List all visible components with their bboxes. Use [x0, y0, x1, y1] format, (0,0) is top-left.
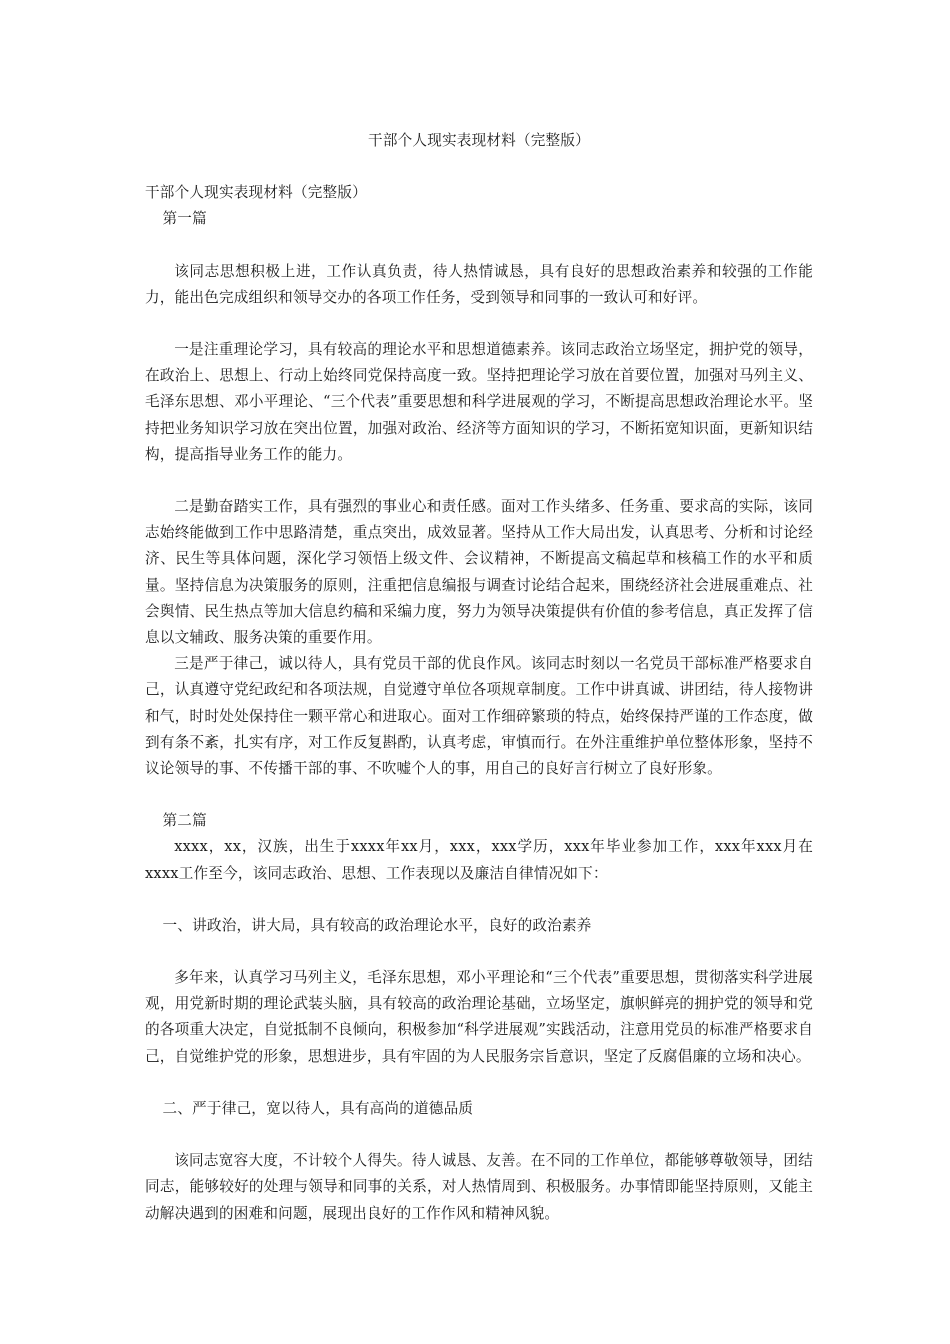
spacer: [145, 311, 813, 337]
part2-section-1-heading: 一、讲政治，讲大局，具有较高的政治理论水平，良好的政治素养: [162, 916, 592, 934]
part1-paragraph-2: 二是勤奋踏实工作，具有强烈的事业心和责任感。面对工作头绪多、任务重、要求高的实际，该同志始终能做到工作中思路清楚，重点突出，成效显著。坚持从工作大局出发，认真思考、分析和讨论经济、民生等具体问题，深化学习领悟上级文件、会议精神，不断提高文稿起草和核稿工作的水平和质量。坚持信息为决策服务的原则，注重把信息编报与调查讨论结合起来，围绕经济社会进展重难点、社会舆情、民生热点等加大信息约稿和采编力度，努力为领导决策提供有价值的参考信息，真正发挥了信息以文辅政、服务决策的重要作用。: [145, 498, 813, 647]
part1-intro: 该同志思想积极上进，工作认真负责，待人热情诚恳，具有良好的思想政治素养和较强的工作能力，能出色完成组织和领导交办的各项工作任务，受到领导和同事的一致认可和好评。: [145, 262, 813, 306]
spacer: [145, 939, 813, 965]
part2-section-2-body: 该同志宽容大度，不计较个人得失。待人诚恳、友善。在不同的工作单位，都能够尊敬领导，团结同志，能够较好的处理与领导和同事的关系，对人热情周到、积极服务。办事情即能坚持原则，又能主动解决遇到的困难和问题，展现出良好的工作作风和精神风貌。: [145, 1152, 813, 1222]
part1-paragraph-3: 三是严于律己，诚以待人，具有党员干部的优良作风。该同志时刻以一名党员干部标准严格要求自己，认真遵守党纪政纪和各项法规，自觉遵守单位各项规章制度。工作中讲真诚、讲团结，待人接物讲和气，时时处处保持住一颗平常心和进取心。面对工作细碎繁琐的特点，始终保持严谨的工作态度，做到有条不紊，扎实有序，对工作反复斟酌，认真考虑，审慎而行。在外注重维护单位整体形象，坚持不议论领导的事、不传播干部的事、不吹嘘个人的事，用自己的良好言行树立了良好形象。: [145, 655, 813, 778]
part2-section-1-body: 多年来，认真学习马列主义，毛泽东思想，邓小平理论和“三个代表”重要思想，贯彻落实科学进展观，用党新时期的理论武装头脑，具有较高的政治理论基础，立场坚定，旗帜鲜亮的拥护党的领导和党的各项重大决定，自觉抵制不良倾向，积极参加“科学进展观”实践活动，注意用党员的标准严格要求自己，自觉维护党的形象，思想进步，具有牢固的为人民服务宗旨意识，坚定了反腐倡廉的立场和决心。: [145, 969, 813, 1065]
spacer: [145, 233, 813, 259]
part2-heading: 第二篇: [162, 812, 207, 830]
document-page: [145, 128, 813, 1227]
spacer: [145, 887, 813, 913]
spacer: [145, 468, 813, 494]
spacer: [145, 1122, 813, 1148]
document-subtitle: 干部个人现实表现材料（完整版）: [145, 184, 367, 202]
document-title: 干部个人现实表现材料（完整版）: [368, 132, 590, 149]
part1-heading: 第一篇: [162, 210, 207, 228]
part1-paragraph-1: 一是注重理论学习，具有较高的理论水平和思想道德素养。该同志政治立场坚定，拥护党的领导，在政治上、思想上、行动上始终同党保持高度一致。坚持把理论学习放在首要位置，加强对马列主义、毛泽东思想、邓小平理论、“三个代表”重要思想和科学进展观的学习，不断提高思想政治理论水平。坚持把业务知识学习放在突出位置，加强对政治、经济等方面知识的学习，不断拓宽知识面，更新知识结构，提高指导业务工作的能力。: [145, 341, 813, 463]
spacer: [145, 1070, 813, 1096]
spacer: [145, 782, 813, 808]
part2-section-2-heading: 二、严于律己，宽以待人，具有高尚的道德品质: [162, 1099, 474, 1117]
part2-intro: xxxx，xx，汉族，出生于xxxx年xx月，xxx，xxx学历，xxx年毕业参加工作，xxx年xxx月在xxxx工作至今，该同志政治、思想、工作表现以及廉洁自律情况如下：: [145, 838, 813, 882]
